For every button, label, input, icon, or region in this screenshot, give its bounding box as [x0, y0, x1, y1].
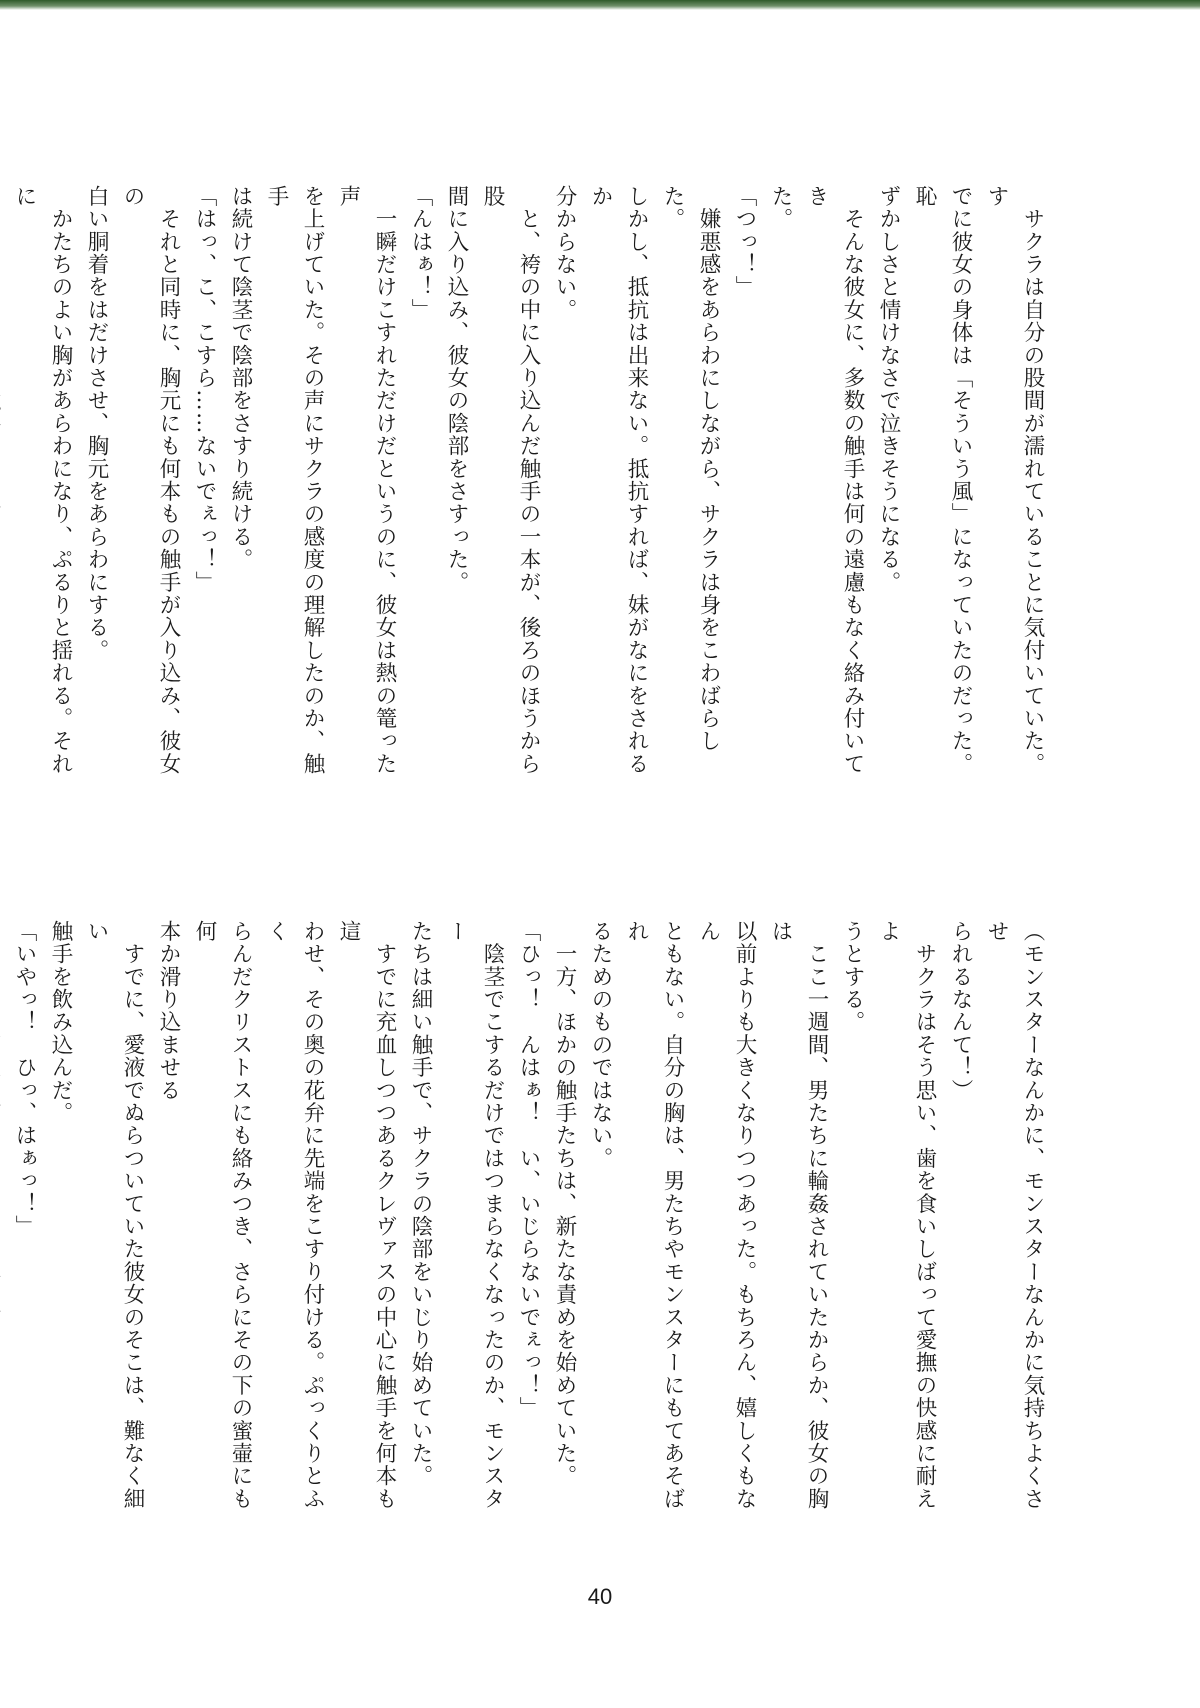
paragraph [0, 920, 6, 1520]
page-number: 40 [587, 1584, 613, 1609]
paragraph: と、袴の中に入り込んだ触手の一本が、後ろのほうから股 間に入り込み、彼女の陰部をさすった。 [444, 185, 541, 776]
paragraph: 一瞬だけこすれただけだというのに、彼女は熱の篭った声 を上げていた。その声にサクラの感度の理解したのか、触手 は続けて陰茎で陰部をさすり続ける。 [228, 185, 397, 776]
paragraph: サクラは自分の股間が濡れていることに気付いていた。す でに彼女の身体は「そういう風」になっていたのだった。恥 ずかしさと情けなさで泣きそうになる。 [876, 185, 1045, 776]
paragraph: それと同時に、胸元にも何本もの触手が入り込み、彼女の 白い胴着をはだけさせ、胸元をあらわにする。 [84, 185, 181, 776]
dialogue-line: 「はっ、こ、こすら……ないでぇっ！」 [192, 185, 217, 594]
dialogue-line: 「ひっ！ んはぁ！ い、いじらないでぇっ！」 [516, 920, 541, 1420]
paragraph: ここ一週間、男たちに輪姦されていたからか、彼女の胸は 以前よりも大きくなりつつあった。もちろん、嬉しくもなん ともない。自分の胸は、男たちやモンスターにもてあそばれ るためのものではない。 [588, 920, 829, 1511]
paragraph: すでに充血しつつあるクレヴァスの中心に触手を何本も這 わせ、その奥の花弁に先端をこすり付ける。ぷっくりとふく らんだクリストスにも絡みつき、さらにその下の蜜壷にも何 本か滑り込ませる [156, 920, 397, 1511]
upper-text-block [12, 185, 1050, 785]
dialogue-line: 「つっ！」 [732, 185, 757, 299]
paragraph: すでに、愛液でぬらついていた彼女のそこは、難なく細い 触手を飲み込んだ。 [48, 920, 145, 1511]
dialogue-line: 「いやっ！ ひっ、はぁっ！」 [12, 920, 37, 1238]
lower-text-block [12, 920, 1050, 1520]
paragraph: サクラはそう思い、歯を食いしばって愛撫の快感に耐えよ うとする。 [840, 920, 937, 1511]
dialogue-line: 「んはぁ！」 [408, 185, 433, 322]
paragraph: 嫌悪感をあらわにしながら、サクラは身をこわばらした。 しかし、抵抗は出来ない。抵抗すれば、妹がなにをされるか 分からない。 [552, 185, 721, 776]
top-edge-band [0, 0, 1200, 10]
paragraph: 一方、ほかの触手たちは、新たな責めを始めていた。 [552, 920, 577, 1488]
paragraph: そんな彼女に、多数の触手は何の遠慮もなく絡み付いてき た。 [768, 185, 865, 776]
paragraph: かたちのよい胸があらわになり、ぷるりと揺れる。それに [12, 185, 73, 776]
paragraph: 陰茎でこするだけではつまらなくなったのか、モンスター たちは細い触手で、サクラの陰部をいじり始めていた。 [408, 920, 505, 1511]
thought-line: （モンスターなんかに、モンスターなんかに気持ちよくさせ られるなんて！） [948, 920, 1045, 1511]
